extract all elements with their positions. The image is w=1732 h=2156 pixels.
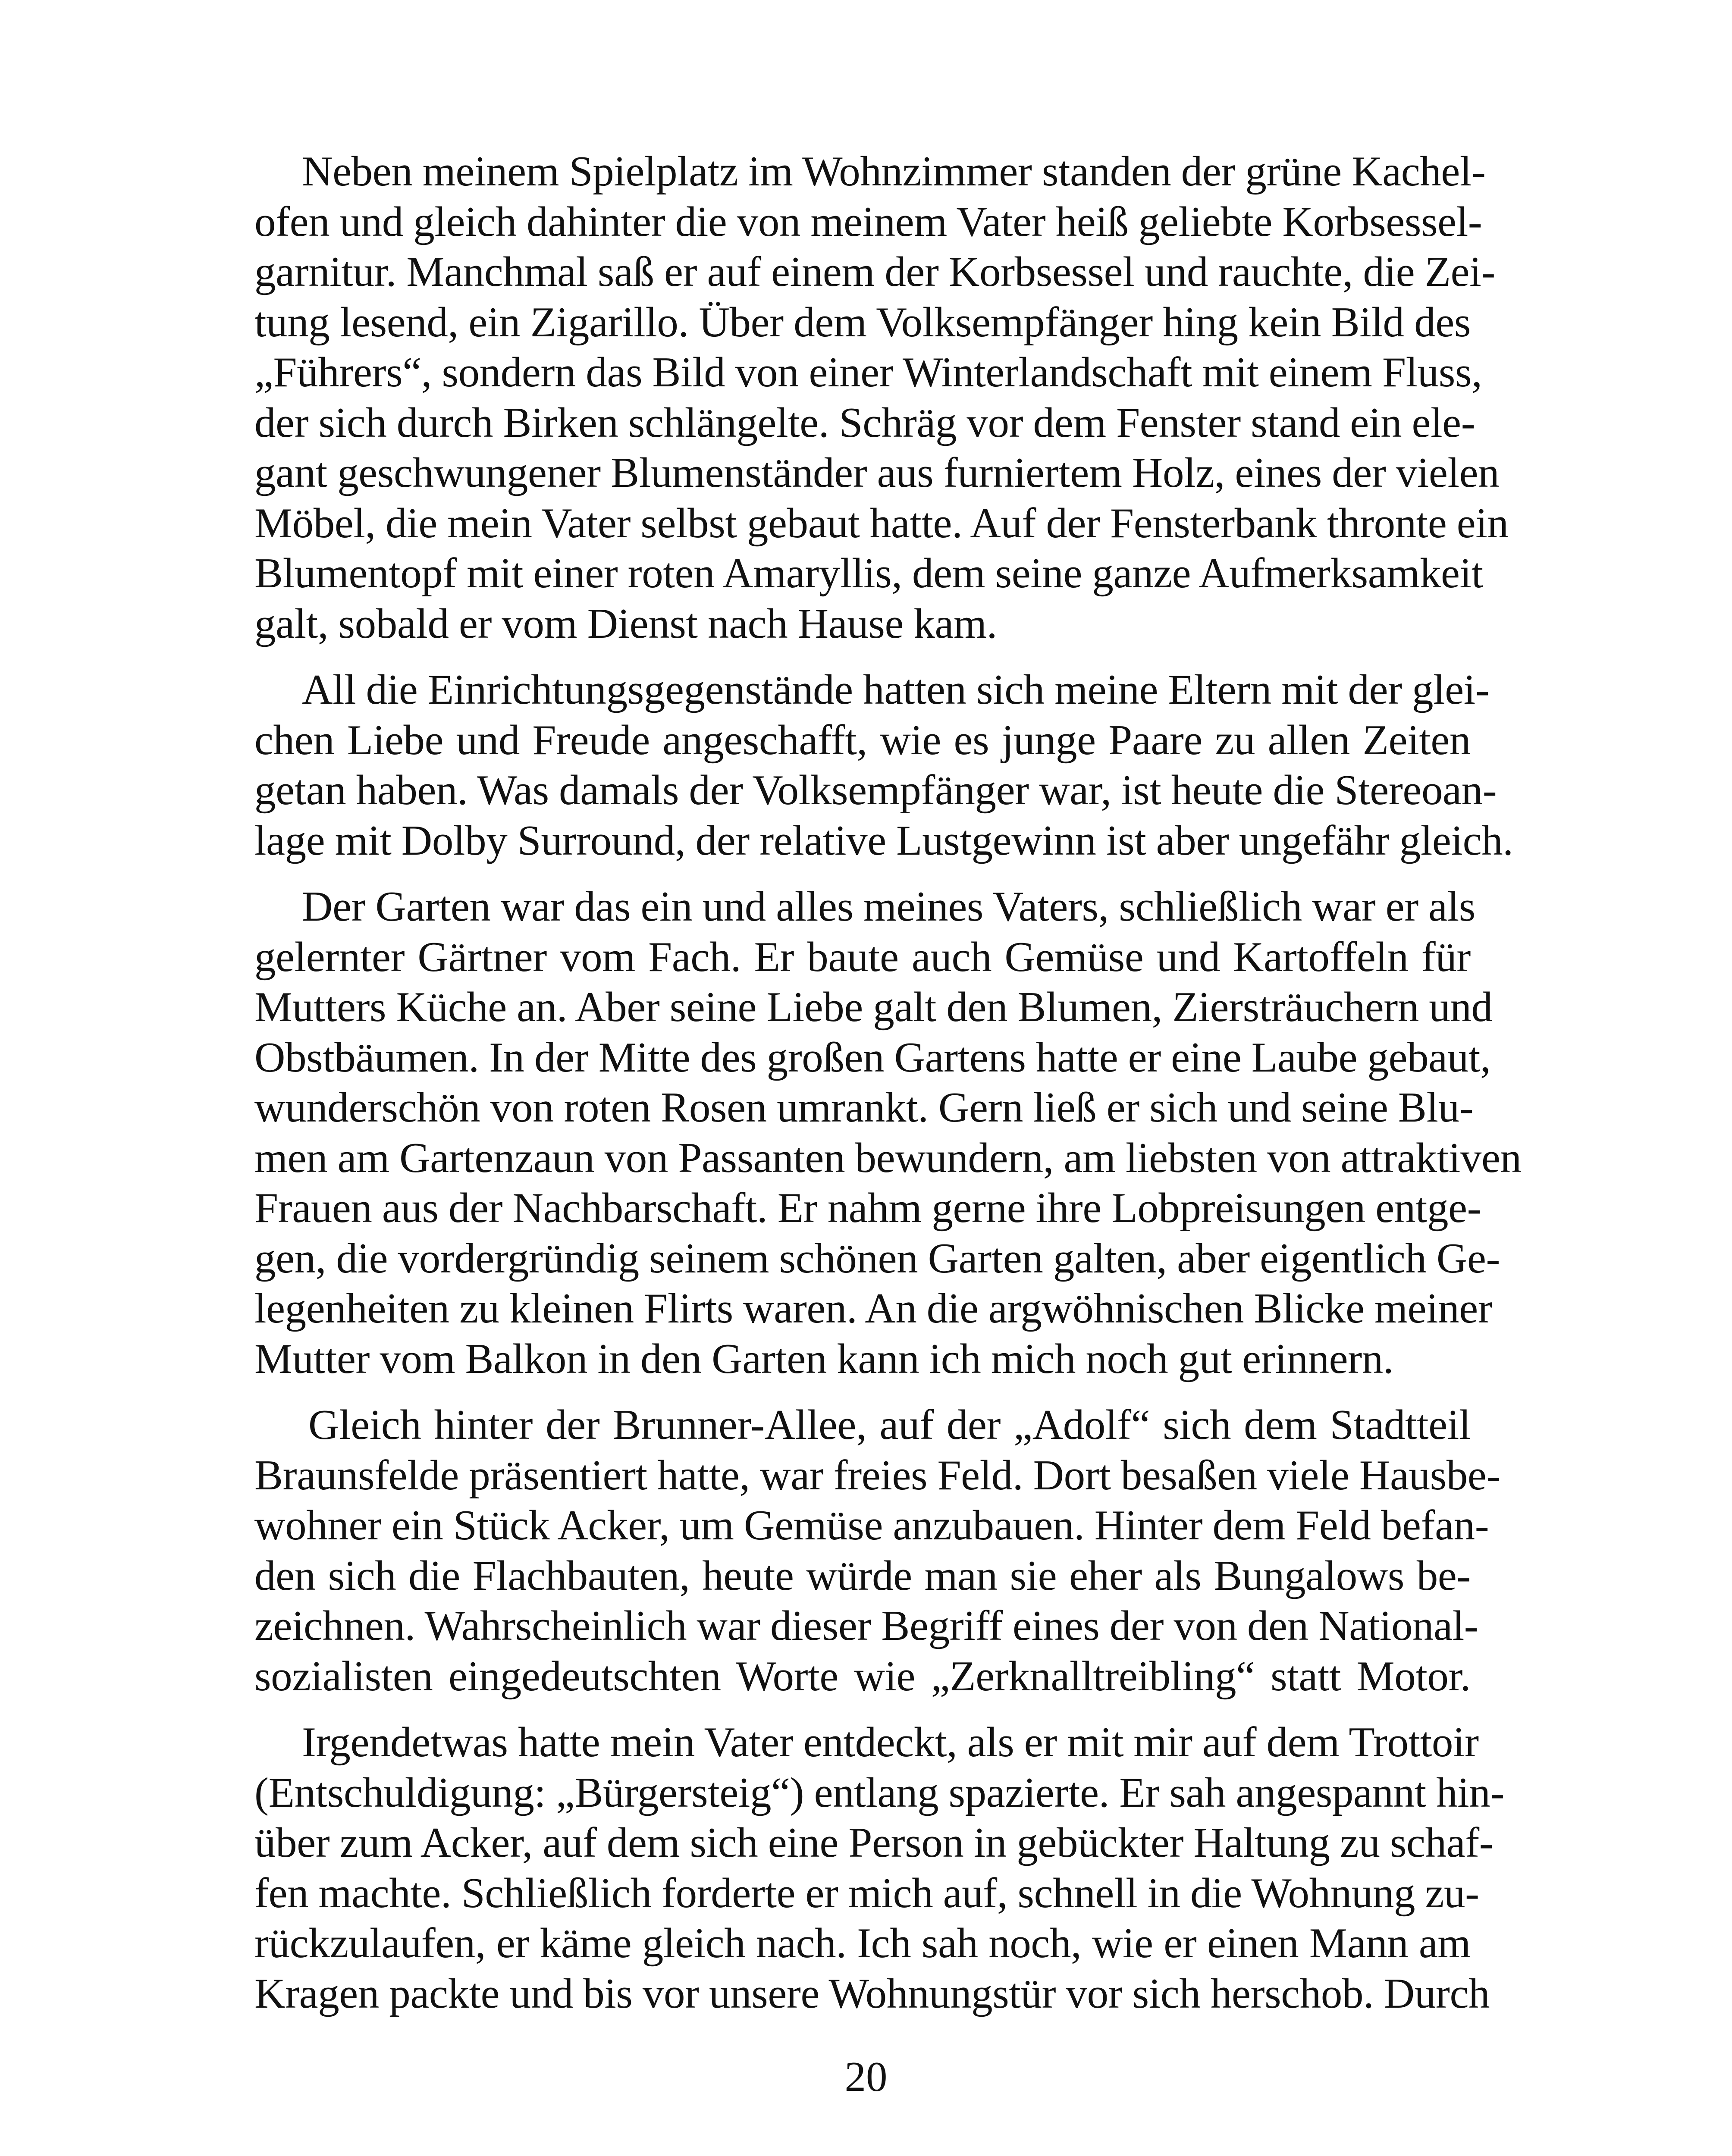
text-line: Der Garten war das ein und alles meines Vaters, schließlich war er als xyxy=(302,883,1475,930)
text-line: Gleich hinter der Brunner-Allee, auf der „Adolf“ sich dem Stadtteil xyxy=(308,1401,1471,1448)
text-line: zeichnen. Wahrscheinlich war dieser Begriff eines der von den National- xyxy=(254,1602,1478,1649)
text-line: wunderschön von roten Rosen umrankt. Gern ließ er sich und seine Blu- xyxy=(254,1084,1474,1131)
text-line: Blumentopf mit einer roten Amaryllis, dem seine ganze Aufmerksamkeit xyxy=(254,550,1483,597)
text-line: Kragen packte und bis vor unsere Wohnungstür vor sich herschob. Durch xyxy=(254,1970,1490,2017)
text-line: lage mit Dolby Surround, der relative Lustgewinn ist aber ungefähr gleich. xyxy=(254,817,1513,864)
text-line: Braunsfelde präsentiert hatte, war freies Feld. Dort besaßen viele Hausbe- xyxy=(254,1451,1501,1499)
text-line: galt, sobald er vom Dienst nach Hause kam. xyxy=(254,600,997,647)
page-number: 20 xyxy=(844,2053,888,2100)
text-line: Mutter vom Balkon in den Garten kann ich mich noch gut erinnern. xyxy=(254,1335,1394,1382)
text-line: Neben meinem Spielplatz im Wohnzimmer standen der grüne Kachel- xyxy=(302,148,1486,195)
paragraph-1 xyxy=(207,147,1509,649)
paragraph-3 xyxy=(207,882,1522,1384)
text-line: fen machte. Schließlich forderte er mich auf, schnell in die Wohnung zu- xyxy=(254,1869,1479,1917)
text-line: Obstbäumen. In der Mitte des großen Gartens hatte er eine Laube gebaut, xyxy=(254,1034,1491,1081)
text-line: gelernter Gärtner vom Fach. Er baute auch Gemüse und Kartoffeln für xyxy=(254,933,1471,981)
text-line: Frauen aus der Nachbarschaft. Er nahm gerne ihre Lobpreisungen entge- xyxy=(254,1185,1481,1232)
text-line: getan haben. Was damals der Volksempfänger war, ist heute die Stereoan- xyxy=(254,767,1497,814)
text-line: sozialisten eingedeutschten Worte wie „Zerknalltreibling“ statt Motor. xyxy=(254,1652,1471,1700)
text-line: über zum Acker, auf dem sich eine Person in gebückter Haltung zu schaf- xyxy=(254,1819,1494,1866)
text-line: Möbel, die mein Vater selbst gebaut hatte. Auf der Fensterbank thronte ein xyxy=(254,499,1509,547)
text-line: „Führers“, sondern das Bild von einer Winterlandschaft mit einem Fluss, xyxy=(254,349,1482,396)
text-line: rückzulaufen, er käme gleich nach. Ich sah noch, wie er einen Mann am xyxy=(254,1920,1471,1967)
text-line: ofen und gleich dahinter die von meinem Vater heiß geliebte Korbsessel- xyxy=(254,198,1482,245)
text-line: Mutters Küche an. Aber seine Liebe galt den Blumen, Ziersträuchern und xyxy=(254,984,1493,1031)
text-line: tung lesend, ein Zigarillo. Über dem Volksempfänger hing kein Bild des xyxy=(254,298,1471,346)
text-line: garnitur. Manchmal saß er auf einem der Korbsessel und rauchte, die Zei- xyxy=(254,248,1495,295)
text-line: gen, die vordergründig seinem schönen Garten galten, aber eigentlich Ge- xyxy=(254,1235,1500,1282)
text-line: legenheiten zu kleinen Flirts waren. An die argwöhnischen Blicke meiner xyxy=(254,1285,1492,1332)
text-line: chen Liebe und Freude angeschafft, wie es junge Paare zu allen Zeiten xyxy=(254,716,1471,764)
text-line: men am Gartenzaun von Passanten bewundern, am liebsten von attraktiven xyxy=(254,1134,1522,1181)
text-line: den sich die Flachbauten, heute würde man sie eher als Bungalows be- xyxy=(254,1552,1471,1599)
text-line: All die Einrichtungsgegenstände hatten sich meine Eltern mit der glei- xyxy=(302,666,1490,713)
text-line: Irgendetwas hatte mein Vater entdeckt, als er mit mir auf dem Trottoir xyxy=(302,1719,1479,1766)
book-page xyxy=(207,147,1522,2035)
text-line: gant geschwungener Blumenständer aus furniertem Holz, eines der vielen xyxy=(254,449,1500,496)
paragraph-2 xyxy=(207,665,1513,866)
text-line: wohner ein Stück Acker, um Gemüse anzubauen. Hinter dem Feld befan- xyxy=(254,1502,1489,1549)
text-line: der sich durch Birken schlängelte. Schräg vor dem Fenster stand ein ele- xyxy=(254,399,1475,446)
text-line: (Entschuldigung: „Bürgersteig“) entlang spazierte. Er sah angespannt hin- xyxy=(254,1769,1505,1816)
paragraph-4 xyxy=(207,1400,1501,1702)
paragraph-5 xyxy=(207,1717,1505,2019)
